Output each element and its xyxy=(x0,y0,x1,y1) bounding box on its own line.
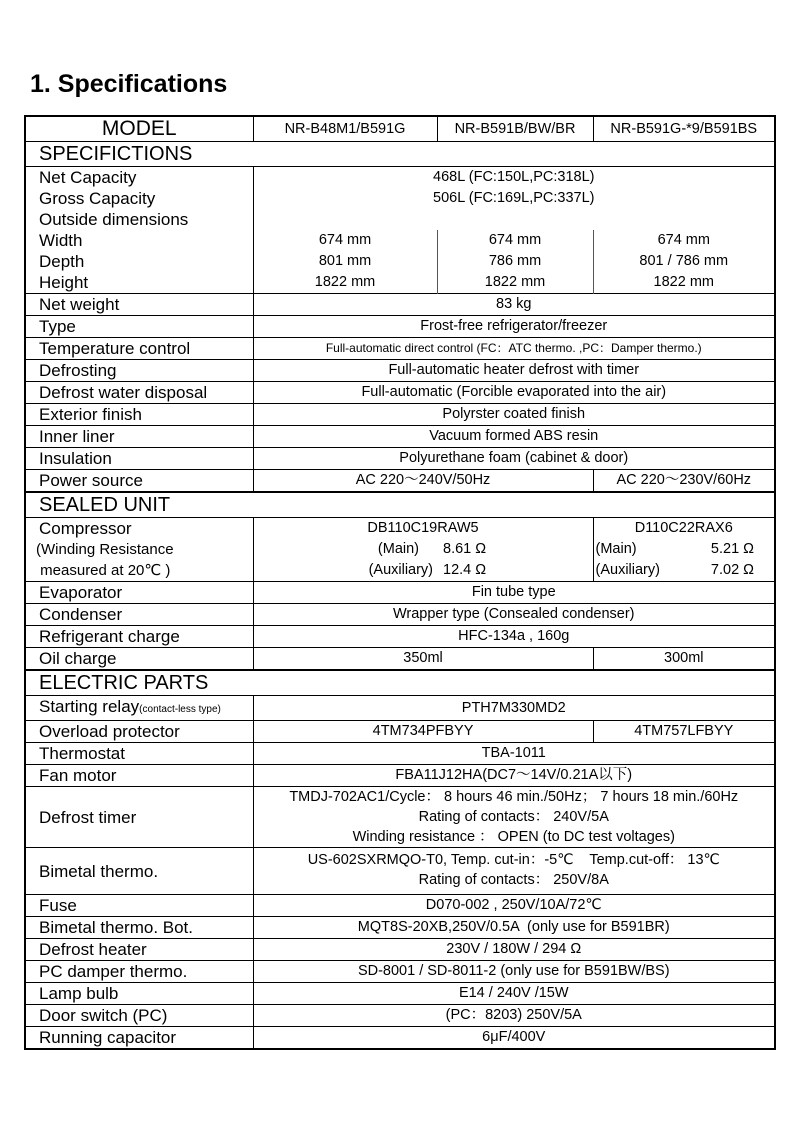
spec-value: 12.4 Ω xyxy=(443,562,487,578)
specifications-table xyxy=(24,115,776,1050)
spec-label: Insulation xyxy=(25,448,253,470)
spec-label: Net Capacity xyxy=(25,167,253,189)
spec-value: 7.02 Ω xyxy=(710,562,755,578)
spec-label: Fan motor xyxy=(25,765,253,787)
spec-value: DB110C19RAW5 xyxy=(367,520,479,536)
section-heading-row xyxy=(25,492,775,518)
spec-label: Net weight xyxy=(25,294,253,316)
spec-label: Width xyxy=(25,230,253,251)
spec-label-note: (contact-less type) xyxy=(139,704,221,715)
spec-value: 1822 mm xyxy=(593,272,775,294)
spec-label: (Winding Resistance xyxy=(25,539,253,560)
spec-value: 6μF/400V xyxy=(482,1029,546,1045)
model-name: NR-B591G-*9/B591BS xyxy=(593,116,775,142)
model-name: NR-B48M1/B591G xyxy=(253,116,437,142)
spec-value: 674 mm xyxy=(593,230,775,251)
page-title: 1. Specifications xyxy=(30,70,228,98)
spec-label: Defrost water disposal xyxy=(25,382,253,404)
spec-value: TBA-1011 xyxy=(481,745,546,761)
spec-label: Compressor xyxy=(25,518,253,540)
spec-label: Door switch (PC) xyxy=(25,1005,253,1027)
spec-value: Full-automatic heater defrost with timer xyxy=(388,362,640,378)
spec-label: Depth xyxy=(25,251,253,272)
spec-label: Inner liner xyxy=(25,426,253,448)
spec-row xyxy=(25,230,775,251)
spec-row xyxy=(25,721,775,743)
spec-value: 801 / 786 mm xyxy=(593,251,775,272)
spec-value: 674 mm xyxy=(437,230,593,251)
spec-row xyxy=(25,470,775,493)
model-label: MODEL xyxy=(25,116,253,142)
spec-row xyxy=(25,917,775,939)
spec-label: Fuse xyxy=(25,895,253,917)
spec-row xyxy=(25,983,775,1005)
spec-row xyxy=(25,404,775,426)
spec-value: 786 mm xyxy=(437,251,593,272)
spec-row xyxy=(25,360,775,382)
spec-label: Height xyxy=(25,272,253,294)
spec-row xyxy=(25,582,775,604)
section-heading-row xyxy=(25,670,775,696)
spec-value-line: US-602SXRMQO-T0, Temp. cut-in：-5℃ Temp.cut-off： 13℃ xyxy=(307,852,720,868)
spec-label: Type xyxy=(25,316,253,338)
winding-aux-label: (Auxiliary) xyxy=(368,562,434,578)
model-name: NR-B591B/BW/BR xyxy=(437,116,593,142)
spec-value: D070-002 , 250V/10A/72℃ xyxy=(425,897,602,913)
spec-value-line: Winding resistance ： OPEN (to DC test voltages) xyxy=(352,829,675,845)
spec-row xyxy=(25,272,775,294)
spec-label: Bimetal thermo. Bot. xyxy=(25,917,253,939)
spec-value xyxy=(253,787,775,848)
spec-value: AC 220～230V/60Hz xyxy=(593,470,775,493)
spec-row xyxy=(25,188,775,209)
spec-value: 5.21 Ω xyxy=(710,541,755,557)
spec-value xyxy=(253,848,775,895)
spec-value: 468L (FC:150L,PC:318L) xyxy=(433,169,595,185)
spec-value: 1822 mm xyxy=(314,274,376,290)
spec-row xyxy=(25,895,775,917)
spec-row xyxy=(25,518,775,540)
spec-value: 350ml xyxy=(403,650,443,666)
spec-row xyxy=(25,848,775,895)
spec-value: D110C22RAX6 xyxy=(593,518,775,540)
spec-row xyxy=(25,167,775,189)
spec-value-line: TMDJ-702AC1/Cycle： 8 hours 46 min./50Hz； 7 hours 18 min./60Hz xyxy=(289,789,739,805)
spec-value: Full-automatic direct control (FC：ATC thermo. ,PC：Damper thermo.) xyxy=(325,341,702,355)
spec-label: Evaporator xyxy=(25,582,253,604)
spec-row xyxy=(25,294,775,316)
spec-value: 506L (FC:169L,PC:337L) xyxy=(433,190,595,206)
spec-value: 801 mm xyxy=(318,253,372,269)
spec-label: PC damper thermo. xyxy=(25,961,253,983)
spec-value: E14 / 240V /15W xyxy=(458,985,569,1001)
spec-row xyxy=(25,626,775,648)
spec-row xyxy=(25,426,775,448)
spec-row xyxy=(25,1027,775,1050)
spec-value: Polyurethane foam (cabinet & door) xyxy=(399,450,629,466)
spec-value: 1822 mm xyxy=(437,272,593,294)
spec-label: Defrosting xyxy=(25,360,253,382)
spec-row xyxy=(25,382,775,404)
spec-value-line: Rating of contacts： 240V/5A xyxy=(418,809,609,825)
spec-label: Thermostat xyxy=(25,743,253,765)
spec-row xyxy=(25,1005,775,1027)
sealed-unit-heading: SEALED UNIT xyxy=(25,492,775,518)
model-header-row xyxy=(25,116,775,142)
spec-row xyxy=(25,316,775,338)
spec-value: 4TM757LFBYY xyxy=(593,721,775,743)
spec-label: Defrost heater xyxy=(25,939,253,961)
spec-row xyxy=(25,787,775,848)
spec-value: Wrapper type (Consealed condenser) xyxy=(392,606,635,622)
spec-value: 674 mm xyxy=(318,232,372,248)
spec-row xyxy=(25,560,775,582)
spec-value: FBA11J12HA(DC7～14V/0.21A以下) xyxy=(395,767,633,783)
spec-value: (PC：8203) 250V/5A xyxy=(445,1007,582,1023)
spec-label: Gross Capacity xyxy=(25,188,253,209)
spec-value: PTH7M330MD2 xyxy=(461,699,566,716)
spec-value: 4TM734PFBYY xyxy=(372,723,474,739)
spec-value: Fin tube type xyxy=(471,584,556,600)
spec-label: Oil charge xyxy=(25,648,253,671)
spec-label: Temperature control xyxy=(25,338,253,360)
electric-parts-heading: ELECTRIC PARTS xyxy=(25,670,775,696)
spec-label: measured at 20℃ ) xyxy=(25,560,253,582)
spec-row xyxy=(25,696,775,721)
spec-label: Refrigerant charge xyxy=(25,626,253,648)
spec-label: Exterior finish xyxy=(25,404,253,426)
spec-label: Power source xyxy=(25,470,253,493)
spec-value: 8.61 Ω xyxy=(443,541,487,557)
spec-value: Full-automatic (Forcible evaporated into the air) xyxy=(361,384,667,400)
spec-label: Condenser xyxy=(25,604,253,626)
spec-row xyxy=(25,539,775,560)
spec-value: Polyrster coated finish xyxy=(442,406,586,422)
spec-row xyxy=(25,604,775,626)
spec-value: Vacuum formed ABS resin xyxy=(429,428,599,444)
spec-row xyxy=(25,648,775,671)
spec-label: Lamp bulb xyxy=(25,983,253,1005)
spec-row xyxy=(25,251,775,272)
spec-label: Outside dimensions xyxy=(25,209,253,230)
spec-row xyxy=(25,961,775,983)
spec-row xyxy=(25,448,775,470)
spec-label: Bimetal thermo. xyxy=(25,848,253,895)
spec-row xyxy=(25,939,775,961)
spec-value: MQT8S-20XB,250V/0.5A (only use for B591BR) xyxy=(357,919,670,935)
spec-label-text: Starting relay xyxy=(39,697,140,716)
spec-value: 300ml xyxy=(593,648,775,671)
spec-label xyxy=(25,696,253,721)
spec-value: Frost-free refrigerator/freezer xyxy=(420,318,608,334)
spec-value: SD-8001 / SD-8011-2 (only use for B591BW/BS) xyxy=(357,963,670,979)
spec-row xyxy=(25,765,775,787)
spec-value: AC 220～240V/50Hz xyxy=(355,472,491,488)
spec-label: Overload protector xyxy=(25,721,253,743)
spec-row xyxy=(25,209,775,230)
section-heading-row xyxy=(25,142,775,167)
spec-value-line: Rating of contacts： 250V/8A xyxy=(418,872,609,888)
spec-row xyxy=(25,743,775,765)
spec-value: 83 kg xyxy=(496,296,532,312)
spec-row xyxy=(25,338,775,360)
winding-main-label: (Main) xyxy=(593,539,684,560)
spec-value: 230V / 180W / 294 Ω xyxy=(446,941,582,957)
specifications-heading: SPECIFICTIONS xyxy=(25,142,775,167)
winding-aux-label: (Auxiliary) xyxy=(593,560,684,582)
spec-label: Running capacitor xyxy=(25,1027,253,1050)
spec-value: HFC-134a , 160g xyxy=(458,628,570,644)
spec-label: Defrost timer xyxy=(25,787,253,848)
winding-main-label: (Main) xyxy=(377,541,420,557)
